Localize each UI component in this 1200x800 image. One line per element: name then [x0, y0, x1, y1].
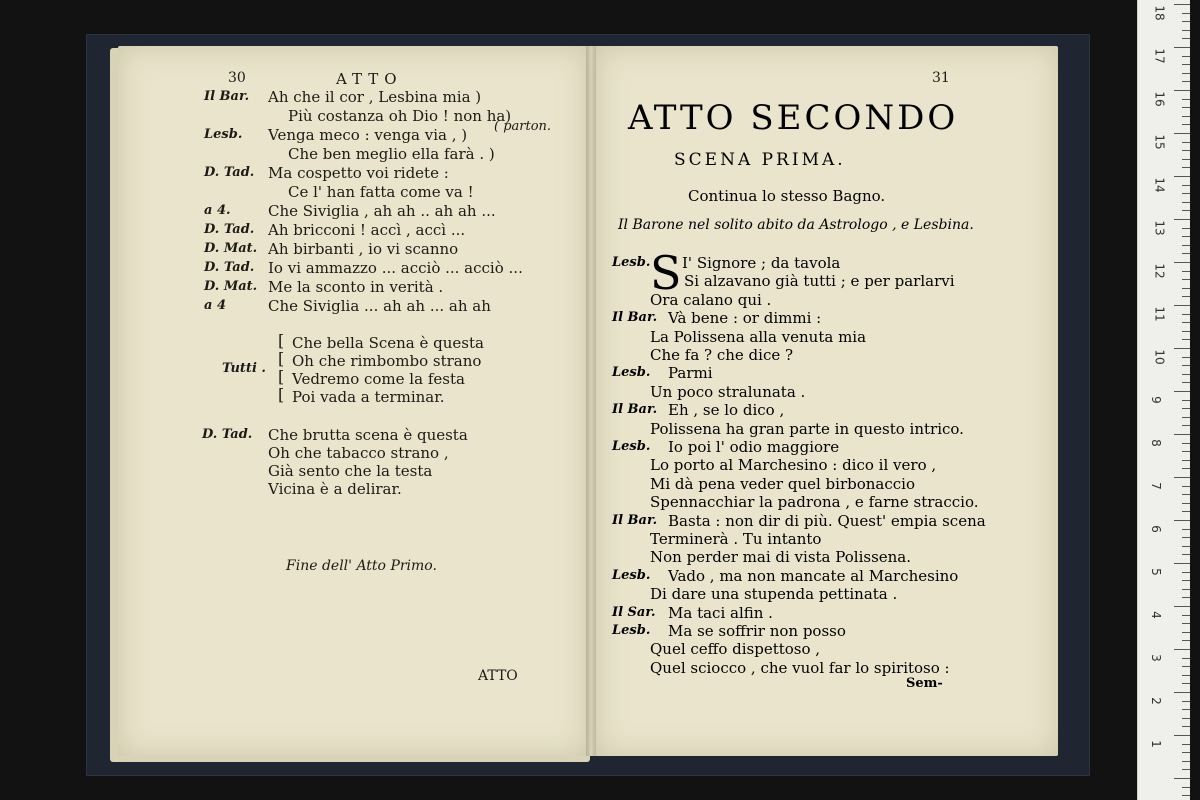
verse-line: I' Signore ; da tavola [682, 254, 841, 272]
ruler-tick [1182, 451, 1190, 452]
left-running-head: ATTO [336, 70, 403, 88]
speaker-label: D. Tad. [204, 165, 255, 180]
ruler-tick [1182, 228, 1190, 229]
ruler-number: 8 [1148, 439, 1163, 447]
verse-line: Basta : non dir di più. Quest' empia scena [668, 511, 986, 530]
ruler-tick [1182, 253, 1190, 254]
speaker-label: D. Tad. [204, 260, 255, 275]
speaker-label: Lesb. [612, 439, 651, 454]
speaker-label: Lesb. [612, 567, 651, 583]
verse-line: Terminerà . Tu intanto [650, 530, 822, 548]
ruler-number: 13 [1152, 220, 1167, 236]
dtad-verse-line: Vicina è a delirar. [268, 480, 402, 498]
verse-line: Ora calano qui . [650, 290, 772, 309]
speaker-label: D. Mat. [204, 279, 258, 294]
verse-line: Quel sciocco , che vuol far lo spiritoso : [650, 658, 950, 677]
ruler-tick [1182, 761, 1190, 762]
ruler-tick [1182, 185, 1190, 186]
ruler-tick [1182, 210, 1190, 211]
dtad-verse-line: Oh che tabacco strano , [268, 444, 449, 462]
speaker-label: a 4 [204, 298, 226, 313]
left-page [118, 46, 588, 756]
ruler-number: 7 [1148, 482, 1163, 490]
ruler-tick [1182, 640, 1190, 641]
drop-cap: S [650, 246, 682, 300]
ruler-tick [1182, 726, 1190, 727]
ruler-tick [1182, 288, 1190, 289]
ruler-number: 16 [1152, 91, 1167, 107]
ruler-tick [1174, 348, 1190, 349]
ruler-tick [1182, 382, 1190, 383]
verse-line: Ma cospetto voi ridete : [268, 164, 449, 182]
verse-line: Và bene : or dimmi : [668, 309, 822, 328]
dtad-speaker: D. Tad. [202, 427, 253, 442]
scene-subtitle: Continua lo stesso Bagno. [688, 187, 886, 205]
act-title: ATTO SECONDO [628, 98, 959, 138]
ruler-tick [1174, 649, 1190, 650]
ruler-tick [1182, 116, 1190, 117]
verse-line: Che fa ? che dice ? [650, 346, 794, 364]
ruler-number: 11 [1152, 306, 1167, 322]
verse-line: Ah bricconi ! accì , accì ... [268, 221, 466, 239]
ruler-tick [1182, 296, 1190, 297]
ruler-tick [1182, 511, 1190, 512]
ruler-tick [1182, 554, 1190, 555]
ruler-tick [1182, 666, 1190, 667]
verse-line: Ma taci alfin . [668, 603, 773, 622]
ruler-tick [1182, 615, 1190, 616]
speaker-label: Il Bar. [204, 89, 250, 104]
ruler-tick [1182, 56, 1190, 57]
speaker-label: a 4. [204, 203, 231, 218]
ruler-tick [1174, 176, 1190, 177]
verse-line: Più costanza oh Dio ! non ha) [288, 107, 512, 125]
ruler-tick [1182, 339, 1190, 340]
dtad-verse-line: Che brutta scena è questa [268, 426, 468, 444]
speaker-label: D. Mat. [204, 241, 258, 256]
ruler-tick [1182, 30, 1190, 31]
verse-line: Ce l' han fatta come va ! [288, 183, 474, 201]
verse-line: Spennacchiar la padrona , e farne straccio. [650, 493, 979, 512]
verse-line: Venga meco : venga via , ) [268, 126, 468, 144]
ruler-tick [1182, 124, 1190, 125]
ruler-tick [1182, 365, 1190, 366]
verse-line: Un poco stralunata . [650, 382, 806, 401]
ruler-number: 3 [1148, 654, 1163, 662]
ruler-tick [1182, 400, 1190, 401]
ruler-tick [1182, 236, 1190, 237]
ruler-tick [1182, 787, 1190, 788]
ruler-tick [1182, 443, 1190, 444]
speaker-label: Il Bar. [612, 402, 658, 418]
ruler-tick [1174, 563, 1190, 564]
tutti-verse-line: Vedremo come la festa [292, 370, 465, 388]
verse-line: Parmi [668, 364, 713, 383]
ruler-tick [1182, 81, 1190, 82]
ruler-number: 14 [1152, 177, 1167, 193]
ruler-tick [1182, 417, 1190, 418]
ruler-number: 1 [1148, 740, 1163, 748]
ruler-number: 4 [1148, 611, 1163, 619]
ruler-tick [1182, 193, 1190, 194]
speaker-label: D. Tad. [204, 222, 255, 237]
ruler-tick [1182, 468, 1190, 469]
verse-line: Lo porto al Marchesino : dico il vero , [650, 456, 937, 475]
end-of-act-line: Fine dell' Atto Primo. [286, 558, 437, 574]
ruler-tick [1182, 683, 1190, 684]
ruler-tick [1174, 434, 1190, 435]
ruler-tick [1182, 142, 1190, 143]
stage-direction: Il Barone nel solito abito da Astrologo , e Lesbina. [618, 217, 974, 233]
ruler-tick [1182, 408, 1190, 409]
ruler-tick [1182, 529, 1190, 530]
speaker-label: Lesb. [204, 127, 243, 142]
ruler-tick [1182, 425, 1190, 426]
ruler-tick [1182, 159, 1190, 160]
ruler-tick [1174, 47, 1190, 48]
verse-line: Io poi l' odio maggiore [668, 438, 840, 456]
ruler-tick [1182, 357, 1190, 358]
ruler-tick [1182, 322, 1190, 323]
ruler-tick [1182, 752, 1190, 753]
ruler-tick [1174, 90, 1190, 91]
verse-line: Ma se soffrir non posso [668, 622, 846, 640]
verse-line: Io vi ammazzo ... acciò ... acciò ... [268, 259, 523, 277]
ruler-tick [1174, 735, 1190, 736]
speaker-label: Il Bar. [612, 310, 658, 326]
ruler-number: 10 [1152, 349, 1167, 365]
ruler-tick [1174, 391, 1190, 392]
ruler-tick [1174, 606, 1190, 607]
ruler-tick [1182, 314, 1190, 315]
speaker-label: Lesb. [612, 255, 651, 270]
speaker-label: Il Sar. [612, 604, 656, 620]
speaker-label: Lesb. [612, 365, 651, 381]
ruler-tick [1182, 675, 1190, 676]
parton-direction: ( parton. [494, 119, 552, 134]
ruler-tick [1182, 769, 1190, 770]
ruler-tick [1182, 632, 1190, 633]
dtad-verse-line: Già sento che la testa [268, 462, 433, 480]
verse-line: Polissena ha gran parte in questo intrico. [650, 419, 964, 438]
ruler-tick [1182, 202, 1190, 203]
verse-line: Ah che il cor , Lesbina mia ) [268, 88, 482, 106]
ruler-tick [1182, 99, 1190, 100]
ruler-number: 9 [1148, 396, 1163, 404]
right-page-number: 31 [932, 70, 950, 86]
ruler-number: 12 [1152, 263, 1167, 279]
ruler-tick [1174, 219, 1190, 220]
verse-line: Me la sconto in verità . [268, 278, 444, 296]
ruler-tick [1182, 546, 1190, 547]
verse-line: Che Siviglia ... ah ah ... ah ah [268, 297, 491, 315]
measuring-ruler [1137, 0, 1190, 800]
ruler-tick [1182, 279, 1190, 280]
ruler-tick [1182, 623, 1190, 624]
verse-line: Si alzavano già tutti ; e per parlarvi [684, 272, 955, 291]
ruler-tick [1182, 73, 1190, 74]
ruler-number: 18 [1152, 5, 1167, 21]
ruler-tick [1174, 778, 1190, 779]
ruler-tick [1182, 271, 1190, 272]
ruler-tick [1174, 520, 1190, 521]
verse-line: Vado , ma non mancate al Marchesino [668, 566, 959, 585]
speaker-label: Lesb. [612, 623, 651, 638]
ruler-tick [1182, 245, 1190, 246]
scene-title: SCENA PRIMA. [674, 150, 846, 170]
ruler-tick [1182, 537, 1190, 538]
speaker-label: Il Bar. [612, 512, 658, 528]
tutti-brace: [ [ [ [ [278, 331, 285, 404]
ruler-tick [1174, 305, 1190, 306]
ruler-tick [1182, 718, 1190, 719]
ruler-tick [1182, 795, 1190, 796]
ruler-tick [1174, 262, 1190, 263]
tutti-verse-line: Che bella Scena è questa [292, 334, 484, 352]
right-catchword: Sem- [906, 676, 943, 691]
tutti-verse-line: Poi vada a terminar. [292, 388, 445, 406]
ruler-tick [1182, 21, 1190, 22]
ruler-number: 17 [1152, 48, 1167, 64]
ruler-tick [1182, 460, 1190, 461]
ruler-tick [1182, 494, 1190, 495]
ruler-tick [1182, 150, 1190, 151]
ruler-tick [1182, 589, 1190, 590]
ruler-number: 5 [1148, 568, 1163, 576]
ruler-tick [1174, 692, 1190, 693]
ruler-tick [1182, 658, 1190, 659]
ruler-tick [1182, 709, 1190, 710]
verse-line: Che ben meglio ella farà . ) [288, 145, 495, 163]
ruler-tick [1182, 64, 1190, 65]
ruler-number: 2 [1148, 697, 1163, 705]
tutti-verse-line: Oh che rimbombo strano [292, 352, 482, 370]
verse-line: Ah birbanti , io vi scanno [268, 240, 459, 258]
verse-line: Di dare una stupenda pettinata . [650, 585, 898, 604]
verse-line: La Polissena alla venuta mia [650, 327, 867, 346]
ruler-tick [1182, 597, 1190, 598]
tutti-speaker: Tutti . [222, 361, 266, 376]
ruler-tick [1182, 486, 1190, 487]
verse-line: Non perder mai di vista Polissena. [650, 548, 912, 567]
ruler-tick [1182, 38, 1190, 39]
verse-line: Quel ceffo dispettoso , [650, 640, 821, 659]
ruler-number: 6 [1148, 525, 1163, 533]
ruler-tick [1182, 580, 1190, 581]
ruler-tick [1182, 167, 1190, 168]
ruler-tick [1182, 331, 1190, 332]
ruler-tick [1182, 13, 1190, 14]
ruler-tick [1174, 477, 1190, 478]
left-page-number: 30 [228, 70, 246, 86]
left-catchword: ATTO [478, 668, 518, 684]
ruler-tick [1182, 572, 1190, 573]
verse-line: Mi dà pena veder quel birbonaccio [650, 474, 915, 493]
ruler-number: 15 [1152, 134, 1167, 150]
ruler-tick [1182, 701, 1190, 702]
ruler-tick [1182, 107, 1190, 108]
verse-line: Che Siviglia , ah ah .. ah ah ... [268, 202, 496, 220]
ruler-tick [1182, 374, 1190, 375]
ruler-tick [1182, 503, 1190, 504]
ruler-tick [1182, 744, 1190, 745]
ruler-tick [1174, 133, 1190, 134]
ruler-tick [1174, 4, 1190, 5]
verse-line: Eh , se lo dico , [668, 401, 785, 420]
